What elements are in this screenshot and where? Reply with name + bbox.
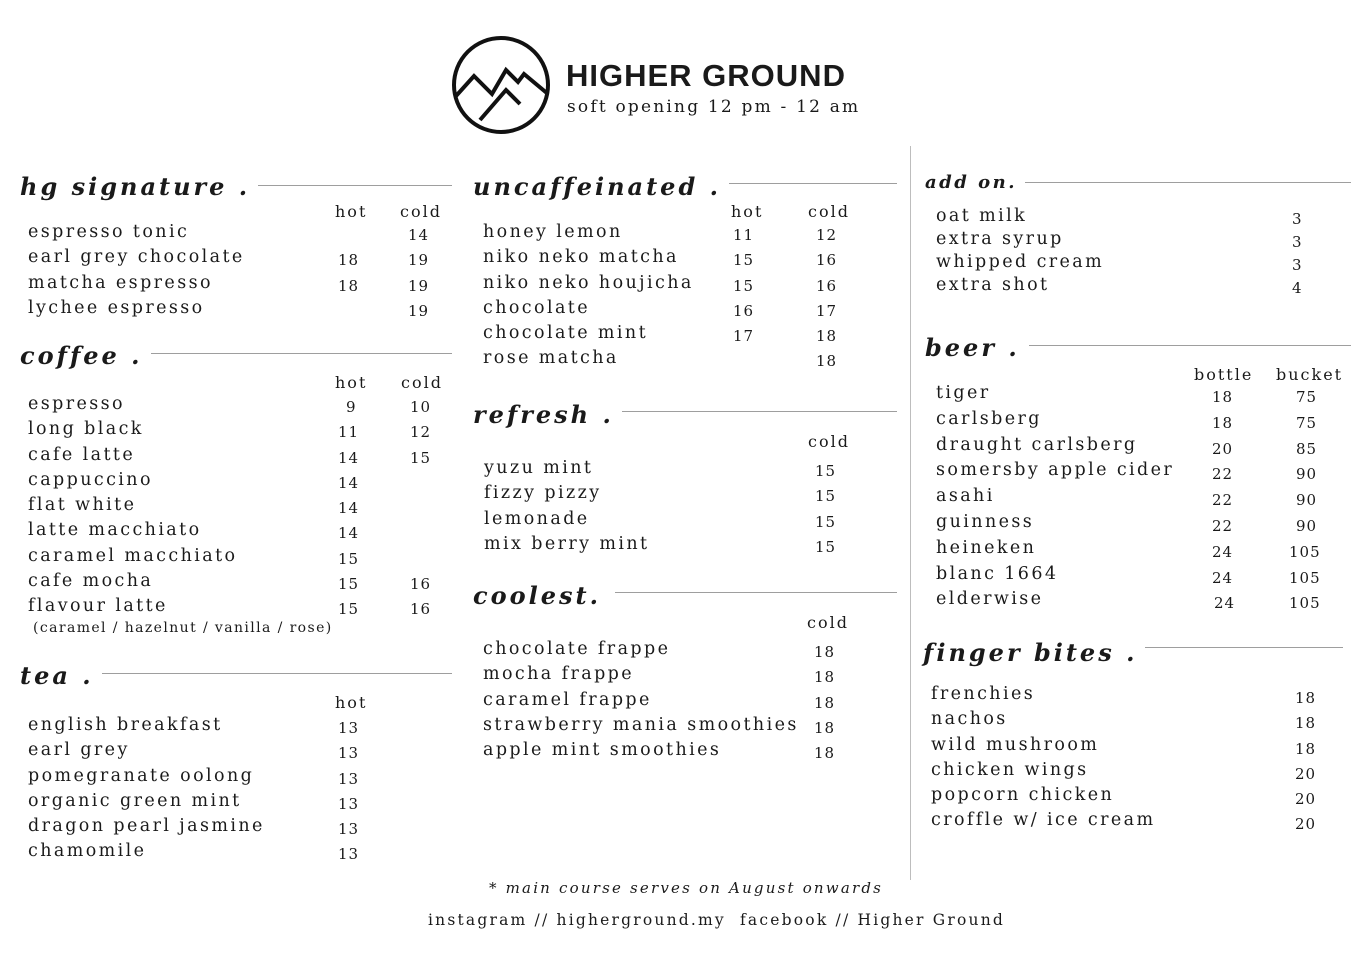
cold-price: 19: [408, 251, 430, 270]
hot-price: 13: [338, 719, 360, 737]
hot-price: 15: [338, 575, 360, 594]
cold-price: 15: [815, 462, 837, 480]
bottle-price: 24: [1212, 542, 1234, 561]
hot-price: 13: [338, 794, 360, 813]
menu-item: [925, 589, 1351, 615]
bottle-label: bottle: [1194, 365, 1254, 384]
hot-price: 18: [338, 251, 360, 270]
section-coolest: [473, 581, 897, 765]
section-title: finger bites .: [923, 638, 1145, 667]
item-name: pomegranate oolong: [28, 765, 255, 786]
item-name: flat white: [28, 495, 137, 516]
item-name: asahi: [936, 486, 995, 507]
menu-item: [473, 639, 897, 664]
menu-item: [473, 273, 897, 298]
menu-item: [20, 715, 452, 740]
section-title: refresh .: [473, 400, 622, 429]
menu-item: [20, 298, 452, 323]
item-name: cappuccino: [28, 469, 153, 490]
menu-item: [20, 520, 452, 545]
item-name: popcorn chicken: [931, 785, 1115, 806]
menu-item: [473, 458, 897, 483]
column-divider: [910, 146, 911, 880]
menu-item: [20, 791, 452, 816]
menu-item: [925, 512, 1351, 538]
item-name: cafe latte: [28, 444, 136, 465]
item-name: lychee espresso: [28, 297, 205, 318]
bucket-price: 75: [1296, 388, 1318, 406]
cold-price: 14: [408, 226, 430, 244]
menu-item: [473, 323, 897, 348]
item-name: lemonade: [484, 508, 590, 529]
hot-price: 14: [338, 473, 360, 492]
item-name: draught carlsberg: [936, 434, 1138, 455]
cold-price: 18: [814, 693, 836, 712]
cold-price: 18: [814, 643, 836, 661]
bottle-price: 20: [1212, 439, 1234, 458]
menu-item: [473, 298, 897, 323]
section-title: add on.: [925, 172, 1025, 193]
cold-label: cold: [808, 432, 850, 451]
cold-price: 19: [408, 301, 430, 320]
facebook-handle[interactable]: facebook // Higher Ground: [740, 911, 1006, 929]
menu-item: [473, 715, 897, 740]
menu-item: [925, 564, 1351, 590]
menu-item: [923, 810, 1343, 835]
item-name: nachos: [931, 709, 1008, 730]
hot-label: hot: [335, 693, 368, 712]
cold-price: 15: [410, 448, 432, 467]
section-rule: [240, 185, 452, 186]
menu-item: [925, 460, 1351, 486]
section-hg-signature: [20, 172, 452, 323]
section-rule: [615, 592, 897, 593]
bucket-price: 90: [1296, 516, 1318, 535]
item-name: extra shot: [936, 275, 1050, 295]
menu-item: [925, 435, 1351, 461]
bottle-price: 22: [1212, 465, 1234, 484]
bucket-price: 85: [1296, 439, 1318, 458]
menu-item: [925, 409, 1351, 435]
item-name: somersby apple cider: [936, 460, 1175, 481]
hot-price: 14: [338, 524, 360, 543]
item-name: niko neko houjicha: [483, 272, 694, 293]
section-title: coffee .: [20, 341, 151, 370]
menu-item: [925, 250, 1351, 273]
item-name: wild mushroom: [931, 734, 1100, 755]
cold-price: 18: [814, 668, 836, 687]
section-rule: [142, 353, 452, 354]
cold-price: 18: [814, 718, 836, 737]
cold-price: 15: [815, 537, 837, 556]
menu-item: [473, 664, 897, 689]
menu-item: [473, 534, 897, 559]
menu-item: [923, 785, 1343, 810]
item-name: cafe mocha: [28, 571, 154, 592]
menu-item: [20, 841, 452, 866]
item-name: espresso: [28, 394, 125, 414]
item-name: honey lemon: [483, 222, 623, 242]
section-rule: [96, 673, 452, 674]
item-name: apple mint smoothies: [483, 740, 722, 761]
cold-price: 15: [815, 487, 837, 506]
bottle-price: 24: [1214, 594, 1236, 613]
item-name: chocolate mint: [483, 323, 649, 344]
item-price: 20: [1295, 815, 1317, 834]
bucket-label: bucket: [1276, 365, 1344, 384]
item-price: 3: [1292, 210, 1303, 228]
cold-price: 16: [816, 251, 838, 270]
hot-label: hot: [335, 373, 368, 392]
item-name: guinness: [936, 511, 1035, 532]
item-price: 18: [1295, 714, 1317, 733]
item-name: organic green mint: [28, 790, 242, 811]
menu-item: [925, 227, 1351, 250]
section-rule: [615, 411, 897, 412]
bottle-price: 18: [1212, 388, 1234, 406]
item-name: chicken wings: [931, 759, 1089, 780]
section-title: uncaffeinated .: [473, 172, 729, 201]
item-name: rose matcha: [483, 348, 619, 369]
bucket-price: 105: [1289, 594, 1321, 613]
bottle-price: 24: [1212, 568, 1234, 587]
hot-label: hot: [335, 202, 368, 221]
item-name: elderwise: [936, 589, 1044, 610]
section-uncaffeinated: [473, 172, 897, 374]
section-rule: [1133, 647, 1343, 648]
hot-label: hot: [731, 202, 764, 221]
item-name: latte macchiato: [28, 520, 202, 541]
section-beer: [925, 333, 1351, 615]
cold-price: 18: [816, 327, 838, 346]
hot-price: 18: [338, 276, 360, 295]
section-title: coolest.: [473, 581, 609, 610]
item-name: caramel macchiato: [28, 545, 238, 566]
menu-item: [473, 247, 897, 272]
cold-price: 12: [816, 226, 838, 244]
item-name: espresso tonic: [28, 222, 190, 242]
menu-item: [925, 383, 1351, 409]
hot-price: 15: [338, 549, 360, 568]
item-name: chocolate frappe: [483, 639, 671, 659]
menu-item: [923, 709, 1343, 734]
hot-price: 15: [733, 276, 755, 295]
item-name: blanc 1664: [936, 563, 1059, 584]
menu-item: [20, 816, 452, 841]
menu-item: [20, 419, 452, 444]
cold-price: 15: [815, 512, 837, 531]
menu-item: [20, 273, 452, 298]
menu-item: [473, 690, 897, 715]
section-finger-bites: [923, 638, 1343, 836]
menu-item: [20, 571, 452, 596]
item-name: chocolate: [483, 297, 590, 318]
menu-item: [473, 740, 897, 765]
bucket-price: 90: [1296, 491, 1318, 510]
brand-name: HIGHER GROUND: [566, 58, 846, 93]
cold-label: cold: [400, 202, 442, 221]
hot-price: 13: [338, 845, 360, 864]
item-name: extra syrup: [936, 229, 1064, 249]
item-price: 4: [1292, 279, 1303, 297]
menu-item: [20, 596, 452, 621]
bucket-price: 90: [1296, 465, 1318, 484]
menu-item: [20, 766, 452, 791]
cold-price: 16: [816, 276, 838, 295]
hot-price: 9: [346, 398, 357, 416]
menu-item: [923, 684, 1343, 709]
bottle-price: 22: [1212, 491, 1234, 510]
item-price: 20: [1295, 764, 1317, 783]
cold-price: 17: [816, 301, 838, 320]
hot-price: 13: [338, 744, 360, 763]
hot-price: 17: [733, 327, 755, 346]
menu-item: [20, 740, 452, 765]
item-name: earl grey: [28, 740, 130, 761]
bottle-price: 22: [1212, 516, 1234, 535]
bucket-price: 75: [1296, 413, 1318, 432]
item-name: earl grey chocolate: [28, 247, 245, 268]
flavour-note: (caramel / hazelnut / vanilla / rose): [33, 619, 333, 636]
menu-item: [473, 483, 897, 508]
item-name: yuzu mint: [484, 458, 594, 478]
bucket-price: 105: [1289, 568, 1321, 587]
item-price: 3: [1292, 233, 1303, 251]
menu-item: [473, 509, 897, 534]
hot-price: 11: [733, 226, 755, 244]
hot-price: 13: [338, 820, 360, 839]
item-name: heineken: [936, 537, 1037, 558]
section-rule: [1017, 182, 1351, 183]
item-name: mocha frappe: [483, 664, 635, 685]
menu-item: [473, 348, 897, 373]
cold-price: 18: [814, 744, 836, 763]
main-course-note: * main course serves on August onwards: [488, 879, 884, 897]
item-price: 3: [1292, 256, 1303, 274]
mountain-circle-icon: [450, 34, 552, 136]
hot-price: 14: [338, 499, 360, 518]
item-name: whipped cream: [936, 252, 1105, 272]
bottle-price: 18: [1212, 413, 1234, 432]
menu-item: [20, 222, 452, 247]
menu-item: [925, 204, 1351, 227]
cold-price: 10: [410, 398, 432, 416]
cold-price: 16: [410, 600, 432, 619]
section-title: hg signature .: [20, 172, 258, 201]
cold-price: 19: [408, 276, 430, 295]
menu-item: [925, 486, 1351, 512]
item-name: caramel frappe: [483, 689, 652, 710]
hot-price: 15: [338, 600, 360, 619]
hot-price: 15: [733, 251, 755, 270]
item-price: 18: [1295, 689, 1317, 707]
item-name: oat milk: [936, 206, 1028, 226]
item-name: chamomile: [28, 841, 147, 862]
menu-item: [473, 222, 897, 247]
hot-price: 16: [733, 301, 755, 320]
bucket-price: 105: [1289, 542, 1321, 561]
item-name: tiger: [936, 383, 991, 403]
item-name: long black: [28, 419, 144, 440]
item-name: matcha espresso: [28, 272, 213, 293]
section-rule: [1029, 345, 1351, 346]
cold-price: 16: [410, 575, 432, 594]
item-name: dragon pearl jasmine: [28, 816, 265, 837]
menu-item: [925, 273, 1351, 296]
menu-item: [20, 445, 452, 470]
item-name: croffle w/ ice cream: [931, 810, 1156, 831]
item-price: 18: [1295, 739, 1317, 758]
item-name: fizzy pizzy: [484, 483, 602, 504]
menu-item: [20, 546, 452, 571]
item-price: 20: [1295, 790, 1317, 809]
section-tea: [20, 661, 452, 867]
cold-price: 12: [410, 423, 432, 442]
cold-label: cold: [808, 202, 850, 221]
hot-price: 13: [338, 769, 360, 788]
item-name: frenchies: [931, 684, 1036, 704]
instagram-handle[interactable]: instagram // higherground.my: [428, 911, 726, 929]
menu-item: [20, 495, 452, 520]
section-title: tea .: [20, 661, 102, 690]
hot-price: 14: [338, 448, 360, 467]
tagline: soft opening 12 pm - 12 am: [567, 97, 861, 117]
menu-item: [923, 760, 1343, 785]
menu-item: [20, 470, 452, 495]
menu-item: [20, 394, 452, 419]
menu-item: [923, 735, 1343, 760]
section-title: beer .: [925, 333, 1028, 362]
hot-price: 11: [338, 423, 360, 442]
section-rule: [711, 183, 897, 184]
menu-item: [20, 247, 452, 272]
section-refresh: [473, 400, 897, 559]
item-name: english breakfast: [28, 715, 223, 735]
item-name: niko neko matcha: [483, 247, 679, 268]
cold-label: cold: [807, 613, 849, 632]
cold-label: cold: [401, 373, 443, 392]
section-add-on: [925, 172, 1351, 296]
cold-price: 18: [816, 352, 838, 371]
section-coffee: [20, 341, 452, 640]
item-name: mix berry mint: [484, 533, 650, 554]
item-name: flavour latte: [28, 596, 168, 617]
menu-item: [925, 538, 1351, 564]
item-name: strawberry mania smoothies: [483, 714, 799, 735]
item-name: carlsberg: [936, 408, 1042, 429]
